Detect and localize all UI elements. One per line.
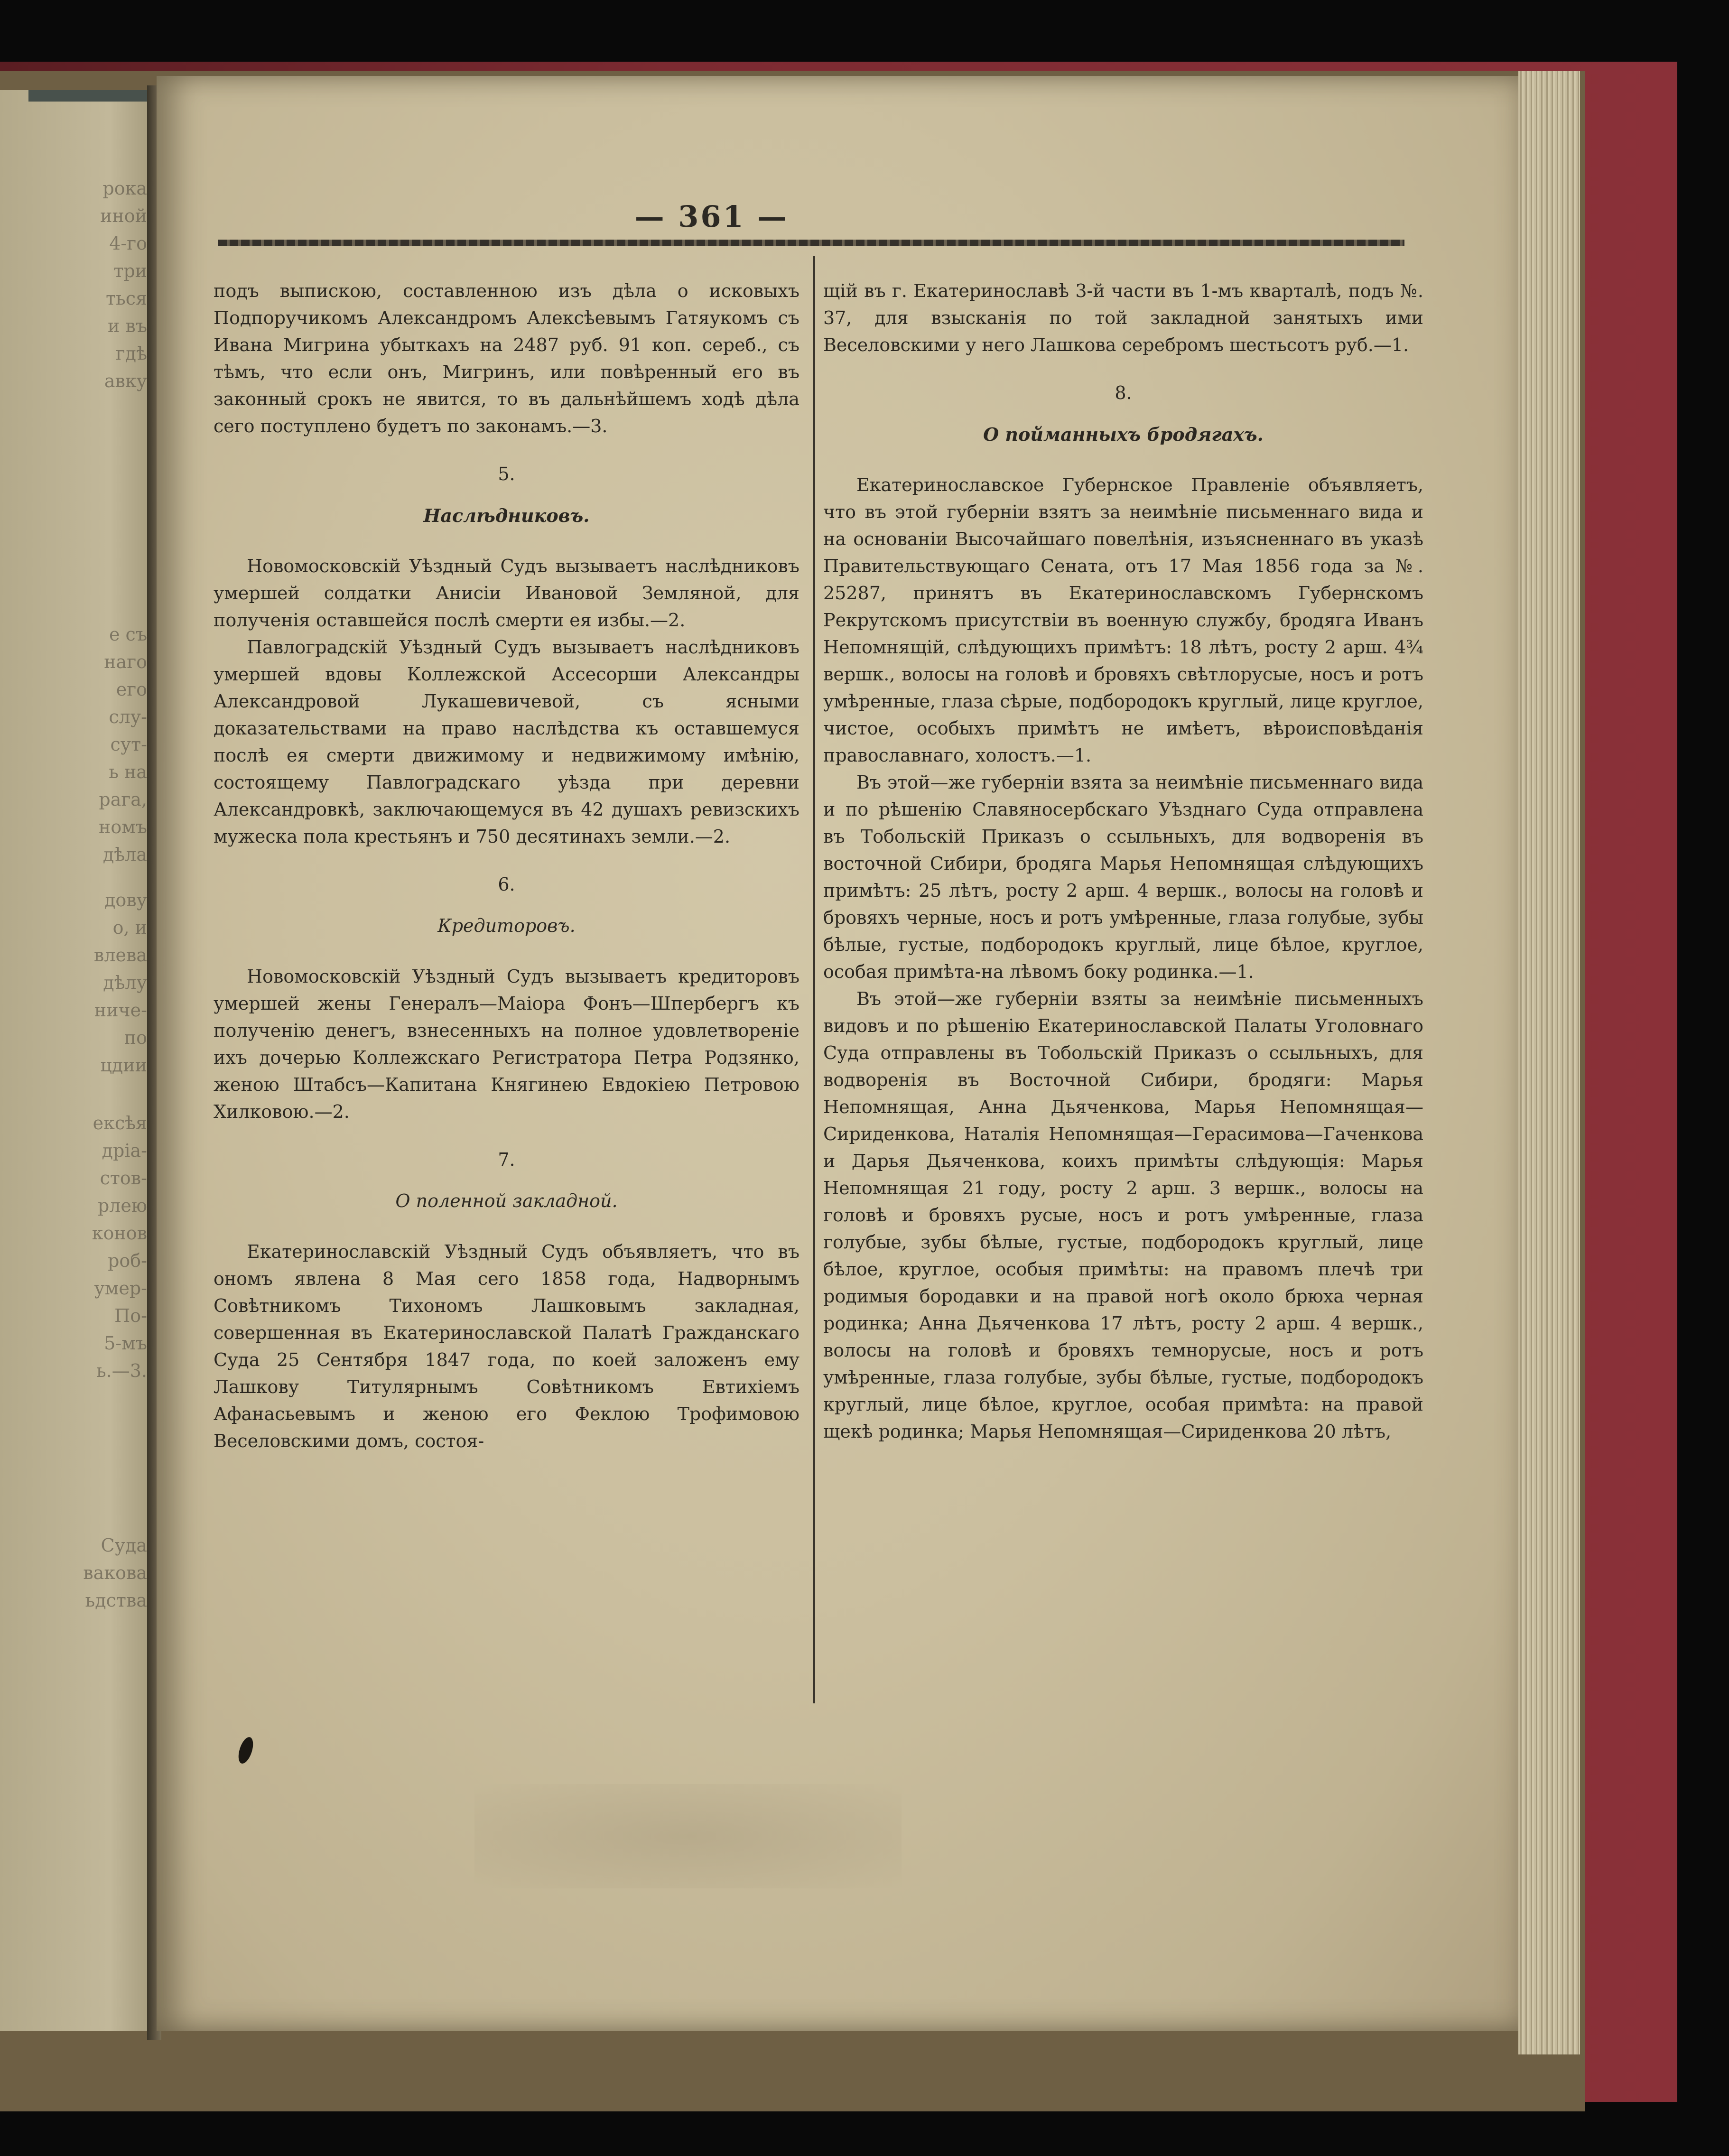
left-page-text-fragment: номъ — [99, 817, 147, 837]
left-page-text-fragment: гдѣ — [115, 343, 147, 364]
left-page-text-fragment: 5-мъ — [104, 1333, 147, 1354]
left-page-text-fragment: три — [113, 260, 147, 281]
section-heading: Наслѣдниковъ. — [423, 505, 590, 526]
section-heading: Кредиторовъ. — [437, 915, 576, 936]
left-page-text-fragment: иной — [100, 205, 147, 226]
left-page-text-fragment: рлею — [97, 1195, 147, 1216]
left-page-text-fragment: роб- — [108, 1250, 147, 1271]
notice-paragraph: Въ этой—же губерніи взяты за неимѣніе письменныхъ видовъ и по рѣшенію Екатеринославской Палаты Уголовнаго Суда отправлены въ Тобольскій Приказъ о ссыльныхъ, для водворенія въ Восточной Сибири, бродяги: Марья Непомнящая, Анна Дьяченкова, Марья Непомнящая—Сириденкова, Наталія Непомнящая—Герасимова—Гаченкова и Дарья Дьяченкова, коихъ примѣты слѣдующія: Марья Непомнящая 21 году, росту 2 арш. 3 вершк., волосы на головѣ и бровяхъ русые, носъ и ротъ умѣренные, глаза голубые, зубы бѣлые, густые, подбородокъ круглый, лице бѣлое, круглое, особыя примѣты: на правомъ плечѣ три родимыя бородавки и на правой ногѣ около брюха черная родинка; Анна Дьяченкова 17 лѣтъ, росту 2 арш. 4 вершк., волосы на головѣ и бровяхъ темнорусые, носъ и ротъ умѣренные, глаза голубые, зубы бѣлые, густые, подбородокъ круглый, лице бѣлое, круглое, особая примѣта: на правой щекѣ родинка; Марья Непомнящая—Сириденкова 20 лѣтъ, — [823, 988, 1423, 1442]
left-page-text-fragment: и въ — [108, 316, 147, 336]
right-column — [823, 278, 1423, 1445]
section-number: 5. — [498, 464, 515, 484]
left-page-text-fragment: наго — [104, 651, 147, 672]
left-page-text-fragment: умер- — [94, 1278, 147, 1299]
page-number: — 361 — — [634, 199, 789, 234]
notice-paragraph: Екатеринославскій Уѣздный Судъ объявляетъ, что въ ономъ явлена 8 Мая сего 1858 года, Надворнымъ Совѣтникомъ Тихономъ Лашковымъ закладная, совершенная въ Екатеринославской Палатѣ Гражданскаго Суда 25 Сентября 1847 года, по коей заложенъ ему Лашкову Титулярнымъ Совѣтникомъ Евтихіемъ Афанасьевымъ и женою его Феклою Трофимовою Веселовскими домъ, состоя- — [214, 1241, 799, 1451]
notice-paragraph: щій въ г. Екатеринославѣ 3-й части въ 1-мъ кварталѣ, подъ №. 37, для взысканія по той закладной занятыхъ ими Веселовскими у него Лашкова серебромъ шестьсотъ руб.—1. — [823, 280, 1423, 355]
left-page-text-fragment: ться — [106, 288, 147, 309]
notice-paragraph: Новомосковскій Уѣздный Судъ вызываетъ кредиторовъ умершей жены Генералъ—Маіора Фонъ—Шпербергъ къ полученію денегъ, взнесенныхъ на полное удовлетвореніе ихъ дочерью Коллежскаго Регистратора Петра Родзянко, женою Штабсъ—Капитана Княгинею Евдокіею Петровою Хилковою.—2. — [214, 966, 799, 1122]
left-page-text-fragment: По- — [114, 1305, 147, 1326]
left-page-text-fragment: его — [116, 679, 147, 700]
left-page-text-fragment: ь на — [109, 762, 147, 782]
left-page-text-fragment: дову — [104, 890, 147, 911]
left-page-text-fragment: цдии — [100, 1055, 147, 1076]
left-page-text-fragment: сут- — [110, 734, 147, 755]
column-divider — [813, 256, 815, 1703]
notice-paragraph: Новомосковскій Уѣздный Судъ вызываетъ наслѣдниковъ умершей солдатки Анисіи Ивановой Земляной, для полученія оставшейся послѣ смерти ея избы.—2. — [214, 556, 799, 631]
section-number: 6. — [498, 874, 515, 895]
left-page-text-fragment: авку — [104, 371, 147, 391]
left-page-text-fragment: слу- — [109, 706, 147, 727]
left-page-text-fragment: конов — [92, 1223, 147, 1244]
left-page-text-fragment: дѣлу — [103, 972, 147, 993]
left-page-edge — [0, 90, 157, 2031]
notice-paragraph: Екатеринославское Губернское Правленіе объявляетъ, что въ этой губерніи взятъ за неимѣніе письменнаго вида и на основаніи Высочайшаго повелѣнія, изъясненнаго въ указѣ Правительствующаго Сената, отъ 17 Мая 1856 года за №. 25287, принятъ въ Екатеринославскомъ Губернскомъ Рекрутскомъ присутствіи въ военную службу, бродяга Иванъ Непомнящій, слѣдующихъ примѣтъ: 18 лѣтъ, росту 2 арш. 4¾ вершк., волосы на головѣ и бровяхъ свѣтлорусые, носъ и ротъ умѣренные, глаза сѣрые, подбородокъ круглый, лице круглое, чистое, особыхъ примѣтъ не имѣетъ, вѣроисповѣданія православнаго, холостъ.—1. — [823, 474, 1423, 766]
left-page-text-fragment: дѣла — [102, 844, 147, 865]
left-column — [214, 278, 799, 1455]
section-number: 7. — [498, 1149, 515, 1170]
left-page-text-fragment: рока — [102, 178, 147, 199]
left-page-text-fragment: рага, — [99, 789, 147, 810]
spine-label — [28, 90, 157, 102]
left-page-text-fragment: влева — [93, 945, 147, 966]
section-heading: О пойманныхъ бродягахъ. — [983, 424, 1264, 445]
left-page-text-fragment: вакова — [83, 1562, 147, 1583]
notice-paragraph: подъ выпискою, составленною изъ дѣла о исковыхъ Подпоручикомъ Александромъ Алексѣевымъ Гатяукомъ съ Ивана Мигрина убыткахъ на 2487 руб. 91 коп. сереб., съ тѣмъ, что если онъ, Мигринъ, или повѣренный его въ законный срокъ не явится, то въ дальнѣйшемъ ходѣ дѣла сего поступлено будетъ по законамъ.—3. — [214, 280, 799, 437]
left-page-text-fragment: ь.—3. — [96, 1360, 147, 1381]
left-page-text-fragment: 4-го — [109, 233, 147, 254]
left-page-text-fragment: о, и — [112, 917, 147, 938]
left-page-text-fragment: ьдства — [85, 1590, 147, 1611]
header-rule — [218, 240, 1404, 246]
left-page-text-fragment: ексѣя — [93, 1113, 147, 1134]
left-page-text-fragment: дріа- — [102, 1140, 147, 1161]
left-page-text-fragment: стов- — [100, 1168, 147, 1189]
paper-stain — [474, 1784, 902, 1888]
section-heading: О поленной закладной. — [395, 1190, 618, 1211]
left-page-text-fragment: Суда — [101, 1535, 147, 1556]
page-edges — [1518, 71, 1580, 2054]
left-page-text-fragment: е съ — [109, 624, 147, 645]
left-page-text-fragment: по — [124, 1027, 147, 1048]
notice-paragraph: Павлоградскій Уѣздный Судъ вызываетъ наслѣдниковъ умершей вдовы Коллежской Ассесорши Александры Александровой Лукашевичевой, съ ясными доказательствами на право наслѣдства къ оставшемуся послѣ ея смерти движимому и недвижимому имѣнію, состоящему Павлоградскаго уѣзда при деревни Александровкѣ, заключающемуся въ 42 душахъ ревизскихъ мужеска пола крестьянъ и 750 десятинахъ земли.—2. — [214, 637, 799, 847]
notice-paragraph: Въ этой—же губерніи взята за неимѣніе письменнаго вида и по рѣшенію Славяносербскаго Уѣзднаго Суда отправлена въ Тобольскій Приказъ о ссыльныхъ, для водворенія въ восточной Сибири, бродяга Марья Непомнящая слѣдующихъ примѣтъ: 25 лѣтъ, росту 2 арш. 4 вершк., волосы на головѣ и бровяхъ черные, носъ и ротъ умѣренные, глаза голубые, зубы бѣлые, густые, подбородокъ круглый, лице бѣлое, круглое, особая примѣта-на лѣвомъ боку родинка.—1. — [823, 772, 1423, 982]
section-number: 8. — [1115, 382, 1132, 403]
left-page-text-fragment: ниче- — [94, 1000, 147, 1021]
